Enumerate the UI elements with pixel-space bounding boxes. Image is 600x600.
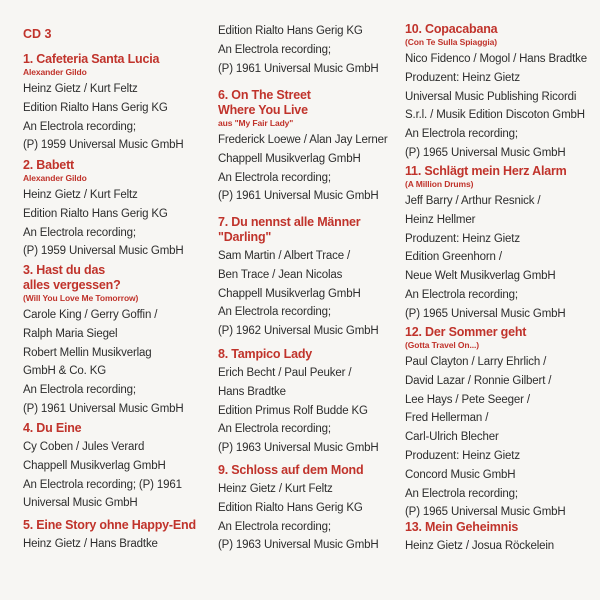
credit-line: An Electrola recording; (405, 487, 518, 500)
credit-line: Concord Music GmbH (405, 468, 516, 481)
credit-line: Nico Fidenco / Mogol / Hans Bradtke (405, 53, 588, 65)
credit-line: Chappell Musikverlag GmbH (218, 152, 361, 165)
track-subtitle: (A Million Drums) (405, 179, 474, 189)
credit-line: Hans Bradtke (218, 385, 286, 398)
track-entry (23, 263, 203, 419)
credit-line: Heinz Gietz / Kurt Feltz (23, 83, 138, 95)
track-entry (23, 158, 203, 261)
credit-line: (P) 1962 Universal Music GmbH (218, 325, 379, 338)
track-entry (218, 347, 398, 458)
track-entry (405, 520, 595, 556)
track-title: 12. Der Sommer geht (405, 325, 527, 339)
credit-line: Edition Greenhorn / (405, 251, 502, 264)
track-subtitle: Alexander Gildo (23, 67, 87, 77)
track-title: 7. Du nennst alle Männer (218, 215, 361, 229)
credit-line: S.r.l. / Musik Edition Discoton GmbH (405, 109, 585, 122)
credit-line: Produzent: Heinz Gietz (405, 449, 520, 462)
credit-line: Robert Mellin Musikverlag (23, 346, 152, 359)
track-entry (23, 421, 203, 513)
credit-line: Frederick Loewe / Alan Jay Lerner (218, 134, 388, 146)
credit-line: An Electrola recording; (405, 128, 518, 141)
credit-line: An Electrola recording; (218, 520, 331, 533)
credit-line: (P) 1965 Universal Music GmbH (405, 146, 566, 159)
credit-line: (P) 1965 Universal Music GmbH (405, 506, 566, 519)
credit-line: Edition Rialto Hans Gerig KG (218, 25, 363, 37)
track-entry (405, 164, 595, 324)
credit-line: Jeff Barry / Arthur Resnick / (405, 195, 541, 207)
credit-line: Chappell Musikverlag GmbH (23, 459, 166, 472)
credit-line: Heinz Hellmer (405, 213, 476, 226)
track-title: 1. Cafeteria Santa Lucia (23, 52, 160, 66)
credit-line: (P) 1963 Universal Music GmbH (218, 539, 379, 552)
track-title: 6. On The Street (218, 88, 311, 102)
track-title: 13. Mein Geheimnis (405, 520, 519, 534)
track-title: 5. Eine Story ohne Happy-End (23, 518, 196, 532)
credit-line: Heinz Gietz / Kurt Feltz (218, 483, 333, 495)
credit-line: Edition Primus Rolf Budde KG (218, 404, 368, 417)
credit-line: An Electrola recording; (23, 384, 136, 397)
credit-line: GmbH & Co. KG (23, 365, 107, 378)
credit-line: (P) 1961 Universal Music GmbH (23, 402, 184, 415)
credit-line: Ralph Maria Siegel (23, 327, 118, 340)
credit-line: Cy Coben / Jules Verard (23, 441, 145, 453)
track-entry (218, 215, 398, 341)
credit-line: (P) 1961 Universal Music GmbH (218, 62, 379, 75)
credit-line: An Electrola recording; (405, 288, 518, 301)
credit-line: Heinz Gietz / Hans Bradtke (23, 538, 158, 550)
credit-line: (P) 1959 Universal Music GmbH (23, 245, 184, 258)
credit-line: Produzent: Heinz Gietz (405, 71, 520, 84)
credit-line: (P) 1959 Universal Music GmbH (23, 139, 184, 152)
track-title: 8. Tampico Lady (218, 347, 313, 361)
track-title: Where You Live (218, 103, 308, 117)
track-subtitle: (Gotta Travel On...) (405, 340, 480, 350)
track-subtitle: Alexander Gildo (23, 173, 87, 183)
track-entry (23, 518, 203, 554)
credit-line: Universal Music Publishing Ricordi (405, 90, 577, 103)
credit-line: An Electrola recording; (23, 120, 136, 133)
credit-line: Chappell Musikverlag GmbH (218, 287, 361, 300)
track-title: 2. Babett (23, 158, 74, 172)
track-title: 4. Du Eine (23, 421, 82, 435)
credit-line: Heinz Gietz / Josua Röckelein (405, 540, 555, 552)
track-entry (218, 88, 398, 206)
track-subtitle: (Con Te Sulla Spiaggia) (405, 37, 497, 47)
track-subtitle: (Will You Love Me Tomorrow) (23, 293, 139, 303)
track-title: "Darling" (218, 230, 272, 244)
track-title: 3. Hast du das (23, 263, 105, 277)
track-title: 10. Copacabana (405, 22, 498, 36)
credit-line: An Electrola recording; (23, 226, 136, 239)
credit-line: Neue Welt Musikverlag GmbH (405, 270, 556, 283)
track-entry (405, 22, 595, 163)
credit-line: Produzent: Heinz Gietz (405, 232, 520, 245)
credit-line: Carole King / Gerry Goffin / (23, 309, 158, 321)
track-subtitle: aus "My Fair Lady" (218, 118, 294, 128)
track-entry (23, 52, 203, 155)
credit-line: (P) 1965 Universal Music GmbH (405, 307, 566, 320)
track-title: 11. Schlägt mein Herz Alarm (405, 164, 567, 178)
credit-line: Lee Hays / Pete Seeger / (405, 393, 530, 406)
credit-line: Fred Hellerman / (405, 412, 489, 425)
credit-line: Heinz Gietz / Kurt Feltz (23, 189, 138, 201)
credit-line: David Lazar / Ronnie Gilbert / (405, 374, 552, 387)
credit-line: An Electrola recording; (218, 43, 331, 56)
credit-line: An Electrola recording; (218, 423, 331, 436)
credit-line: Edition Rialto Hans Gerig KG (23, 207, 168, 220)
credit-line: (P) 1963 Universal Music GmbH (218, 442, 379, 455)
track-entry (218, 463, 398, 555)
track-entry (405, 325, 595, 522)
credit-line: An Electrola recording; (P) 1961 (23, 478, 182, 491)
credit-line: Edition Rialto Hans Gerig KG (23, 101, 168, 114)
track-entry (218, 22, 398, 78)
credit-line: Ben Trace / Jean Nicolas (218, 268, 343, 281)
track-title: 9. Schloss auf dem Mond (218, 463, 364, 477)
credit-line: An Electrola recording; (218, 171, 331, 184)
credit-line: Paul Clayton / Larry Ehrlich / (405, 356, 547, 368)
track-title: alles vergessen? (23, 278, 121, 292)
credit-line: Edition Rialto Hans Gerig KG (218, 501, 363, 514)
credit-line: (P) 1961 Universal Music GmbH (218, 190, 379, 203)
credit-line: Sam Martin / Albert Trace / (218, 250, 351, 262)
cd-label: CD 3 (23, 27, 52, 41)
credit-line: Carl-Ulrich Blecher (405, 431, 499, 444)
credit-line: Universal Music GmbH (23, 497, 138, 510)
credit-line: Erich Becht / Paul Peuker / (218, 367, 352, 379)
credit-line: An Electrola recording; (218, 306, 331, 319)
